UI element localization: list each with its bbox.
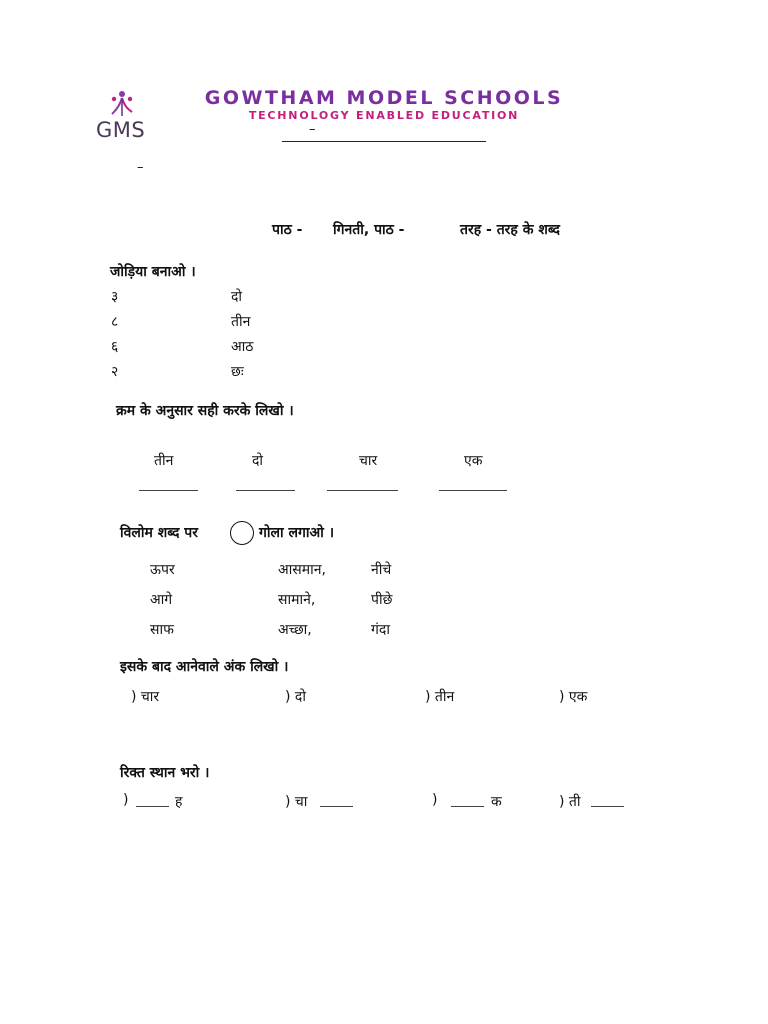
opposite-col1-item: आगे (150, 592, 173, 608)
answer-blank (327, 490, 398, 491)
order-word: तीन (154, 453, 174, 469)
match-left-item: ३ (111, 289, 119, 305)
match-heading: जोड़िया बनाओ । (110, 264, 196, 280)
opposite-col1-item: ऊपर (150, 562, 175, 578)
answer-blank (451, 806, 484, 807)
opposite-col1-item: साफ (150, 622, 174, 638)
next-number-item: ) चार (131, 689, 160, 705)
lesson-title-1: गिनती, पाठ - (333, 222, 405, 238)
opposite-heading-part1: विलोम शब्द पर (120, 525, 198, 541)
order-heading: क्रम के अनुसार सही करके लिखो । (116, 403, 294, 419)
match-left-item: ८ (111, 314, 119, 330)
opposite-heading-part2: गोला लगाओ । (259, 525, 335, 541)
match-left-item: २ (111, 364, 119, 380)
header-dash-left: – (137, 160, 144, 175)
next-number-item: ) एक (559, 689, 588, 705)
header-underline (282, 141, 486, 142)
opposite-col2-item: आसमान, (278, 562, 326, 578)
answer-blank (139, 490, 198, 491)
fill-blank-letter: ह (175, 794, 183, 810)
lesson-label: पाठ - (272, 222, 303, 238)
next-number-heading: इसके बाद आनेवाले अंक लिखो । (120, 659, 289, 675)
answer-blank (136, 806, 169, 807)
opposite-col3-item: पीछे (371, 592, 393, 608)
answer-blank (439, 490, 507, 491)
answer-blank (591, 806, 624, 807)
header-dash-top: – (309, 122, 316, 137)
answer-blank (236, 490, 295, 491)
fill-blank-item: ) ती (559, 794, 581, 810)
match-right-item: तीन (231, 314, 251, 330)
logo-text: GMS (96, 118, 146, 142)
fill-blank-heading: रिक्त स्थान भरो । (120, 765, 210, 781)
fill-blank-bracket: ) (432, 792, 438, 808)
match-right-item: दो (231, 289, 243, 305)
fill-blank-item: ) चा (285, 794, 308, 810)
order-word: चार (359, 453, 378, 469)
order-word: दो (252, 453, 264, 469)
opposite-col2-item: अच्छा, (278, 622, 312, 638)
school-tagline: TECHNOLOGY ENABLED EDUCATION (248, 109, 520, 122)
opposite-col2-item: सामाने, (278, 592, 316, 608)
opposite-col3-item: नीचे (371, 562, 392, 578)
fill-blank-bracket: ) (123, 792, 129, 808)
lesson-title-2: तरह - तरह के शब्द (460, 222, 560, 238)
fill-blank-letter: क (491, 794, 502, 810)
match-right-item: आठ (231, 339, 254, 355)
match-left-item: ६ (111, 339, 119, 355)
next-number-item: ) तीन (425, 689, 455, 705)
match-right-item: छः (231, 364, 244, 380)
opposite-col3-item: गंदा (371, 622, 390, 638)
school-name: GOWTHAM MODEL SCHOOLS (204, 87, 564, 109)
answer-blank (320, 806, 353, 807)
circle-icon (230, 521, 254, 545)
order-word: एक (464, 453, 483, 469)
next-number-item: ) दो (285, 689, 306, 705)
